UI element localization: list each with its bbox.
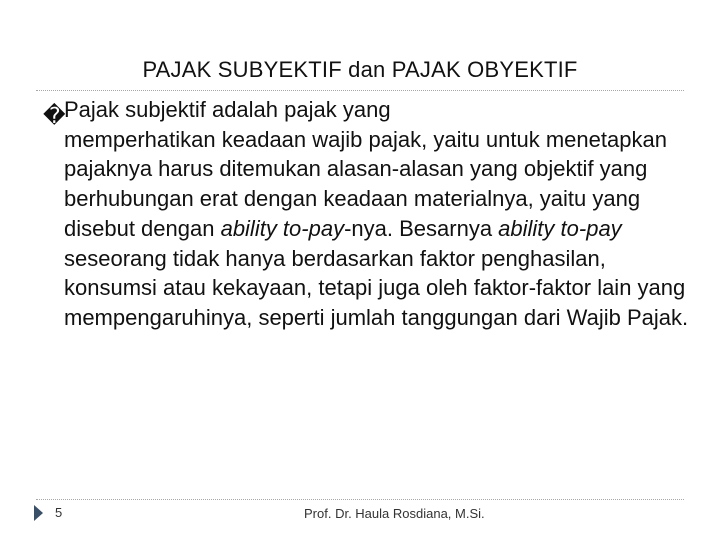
footer-author: Prof. Dr. Haula Rosdiana, M.Si. (304, 506, 485, 521)
slide-title: PAJAK SUBYEKTIF dan PAJAK OBYEKTIF (142, 57, 578, 82)
paragraph-text-1: memperhatikan keadaan wajib pajak, yaitu untuk menetapkan pajaknya harus ditemukan alasan-alasan yang objektif yang berhubungan erat dengan keadaan materialnya, yaitu yang disebut dengan (64, 126, 667, 241)
paragraph-text-3: seseorang tidak hanya berdasarkan faktor penghasilan, konsumsi atau kekayaan, tetapi juga oleh faktor-faktor lain yang mempengaruhinya, seperti jumlah tanggungan dari Wajib Pajak. (64, 245, 689, 330)
paragraph-first-line: Pajak subjektif adalah pajak yang (64, 97, 391, 122)
paragraph-italic-term-1: ability to-pay (220, 215, 345, 241)
footer-arrow-icon (34, 505, 43, 521)
paragraph-italic-term-2: ability to-pay (498, 215, 622, 241)
footer-divider (36, 499, 684, 500)
paragraph-text-2: -nya. Besarnya (344, 215, 499, 241)
title-divider (36, 90, 684, 91)
bullet-icon: � (43, 103, 66, 128)
body-paragraph (64, 95, 694, 333)
slide-number: 5 (55, 505, 63, 520)
